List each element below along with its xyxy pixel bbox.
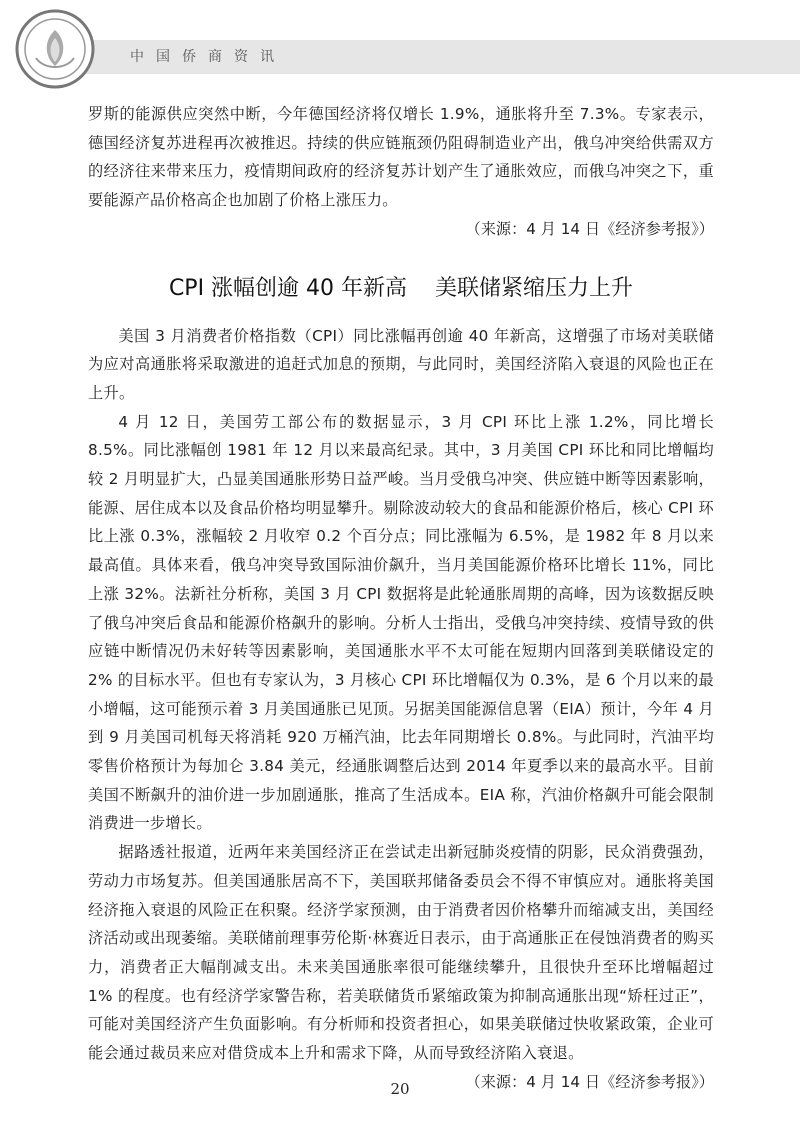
article2-paragraph-1: 美国 3 月消费者价格指数（CPI）同比涨幅再创逾 40 年新高，这增强了市场对美联储为应对高通胀将采取激进的追赶式加息的预期，与此同时，美国经济陷入衰退的风险也正在上升。 xyxy=(88,326,714,402)
article2-paragraph-2: 4 月 12 日，美国劳工部公布的数据显示，3 月 CPI 环比上涨 1.2%，同比增长 8.5%。同比涨幅创 1981 年 12 月以来最高纪录。其中，3 月美国 CPI 环比和同比增幅均较 2 月明显扩大，凸显美国通胀形势日益严峻。当月受俄乌冲突、供应链中断等因素影响，能源、居住成本以及食品价格均明显攀升。剔除波动较大的食品和能源价格后，核心 CPI 环比上涨 0.3%，涨幅较 2 月收窄 0.2 个百分点；同比涨幅为 6.5%，是 1982 年 8 月以来最高值。具体来看，俄乌冲突导致国际油价飙升，当月美国能源价格环比增长 11%，同比上涨 32%。法新社分析称，美国 3 月 CPI 数据将是此轮通胀周期的高峰，因为该数据反映了俄乌冲突后食品和能源价格飙升的影响。分析人士指出，受俄乌冲突持续、疫情导致的供应链中断情况仍未好转等因素影响，美国通胀水平不太可能在短期内回落到美联储设定的 2% 的目标水平。但也有专家认为，3 月核心 CPI 环比增幅仅为 0.3%，是 6 个月以来的最小增幅，这可能预示着 3 月美国通胀已见顶。另据美国能源信息署（EIA）预计，今年 4 月到 9 月美国司机每天将消耗 920 万桶汽油，比去年同期增长 0.8%。与此同时，汽油平均零售价格预计为每加仑 3.84 美元，经通胀调整后达到 2014 年夏季以来的最高水平。目前美国不断飙升的油价进一步加剧通胀，推高了生活成本。EIA 称，汽油价格飙升可能会限制消费进一步增长。 xyxy=(88,412,714,833)
page-content xyxy=(88,100,714,1097)
article1-source: （来源：4 月 14 日《经济参考报》） xyxy=(465,219,714,238)
article2-paragraph-3: 据路透社报道，近两年来美国经济正在尝试走出新冠肺炎疫情的阴影，民众消费强劲，劳动力市场复苏。但美国通胀居高不下，美国联邦储备委员会不得不审慎应对。通胀将美国经济拖入衰退的风险正在积聚。经济学家预测，由于消费者因价格攀升而缩减支出，美国经济活动或出现萎缩。美联储前理事劳伦斯·林赛近日表示，由于高通胀正在侵蚀消费者的购买力，消费者正大幅削减支出。未来美国通胀率很可能继续攀升，且很快升至环比增幅超过 1% 的程度。也有经济学家警告称，若美联储货币紧缩政策为抑制高通胀出现“矫枉过正”，可能对美国经济产生负面影响。有分析师和投资者担心，如果美联储过快收紧政策，企业可能会通过裁员来应对借贷成本上升和需求下降，从而导致经济陷入衰退。 xyxy=(88,843,714,1063)
article2-source: （来源：4 月 14 日《经济参考报》） xyxy=(465,1072,714,1091)
article2-title-part1: CPI 涨幅创逾 40 年新高 xyxy=(168,275,408,301)
header-title: 中国侨商资讯 xyxy=(130,49,286,65)
logo xyxy=(14,8,96,90)
article1-paragraph: 罗斯的能源供应突然中断，今年德国经济将仅增长 1.9%，通胀将升至 7.3%。专家表示，德国经济复苏进程再次被推迟。持续的供应链瓶颈仍阻碍制造业产出，俄乌冲突给供需双方的经济往来带来压力，疫情期间政府的经济复苏计划产生了通胀效应，而俄乌冲突之下，重要能源产品价格高企也加剧了价格上涨压力。 xyxy=(88,105,714,210)
article2-title xyxy=(88,274,714,304)
page-number: 20 xyxy=(390,1080,410,1098)
article2-title-part2: 美联储紧缩压力上升 xyxy=(435,275,634,301)
